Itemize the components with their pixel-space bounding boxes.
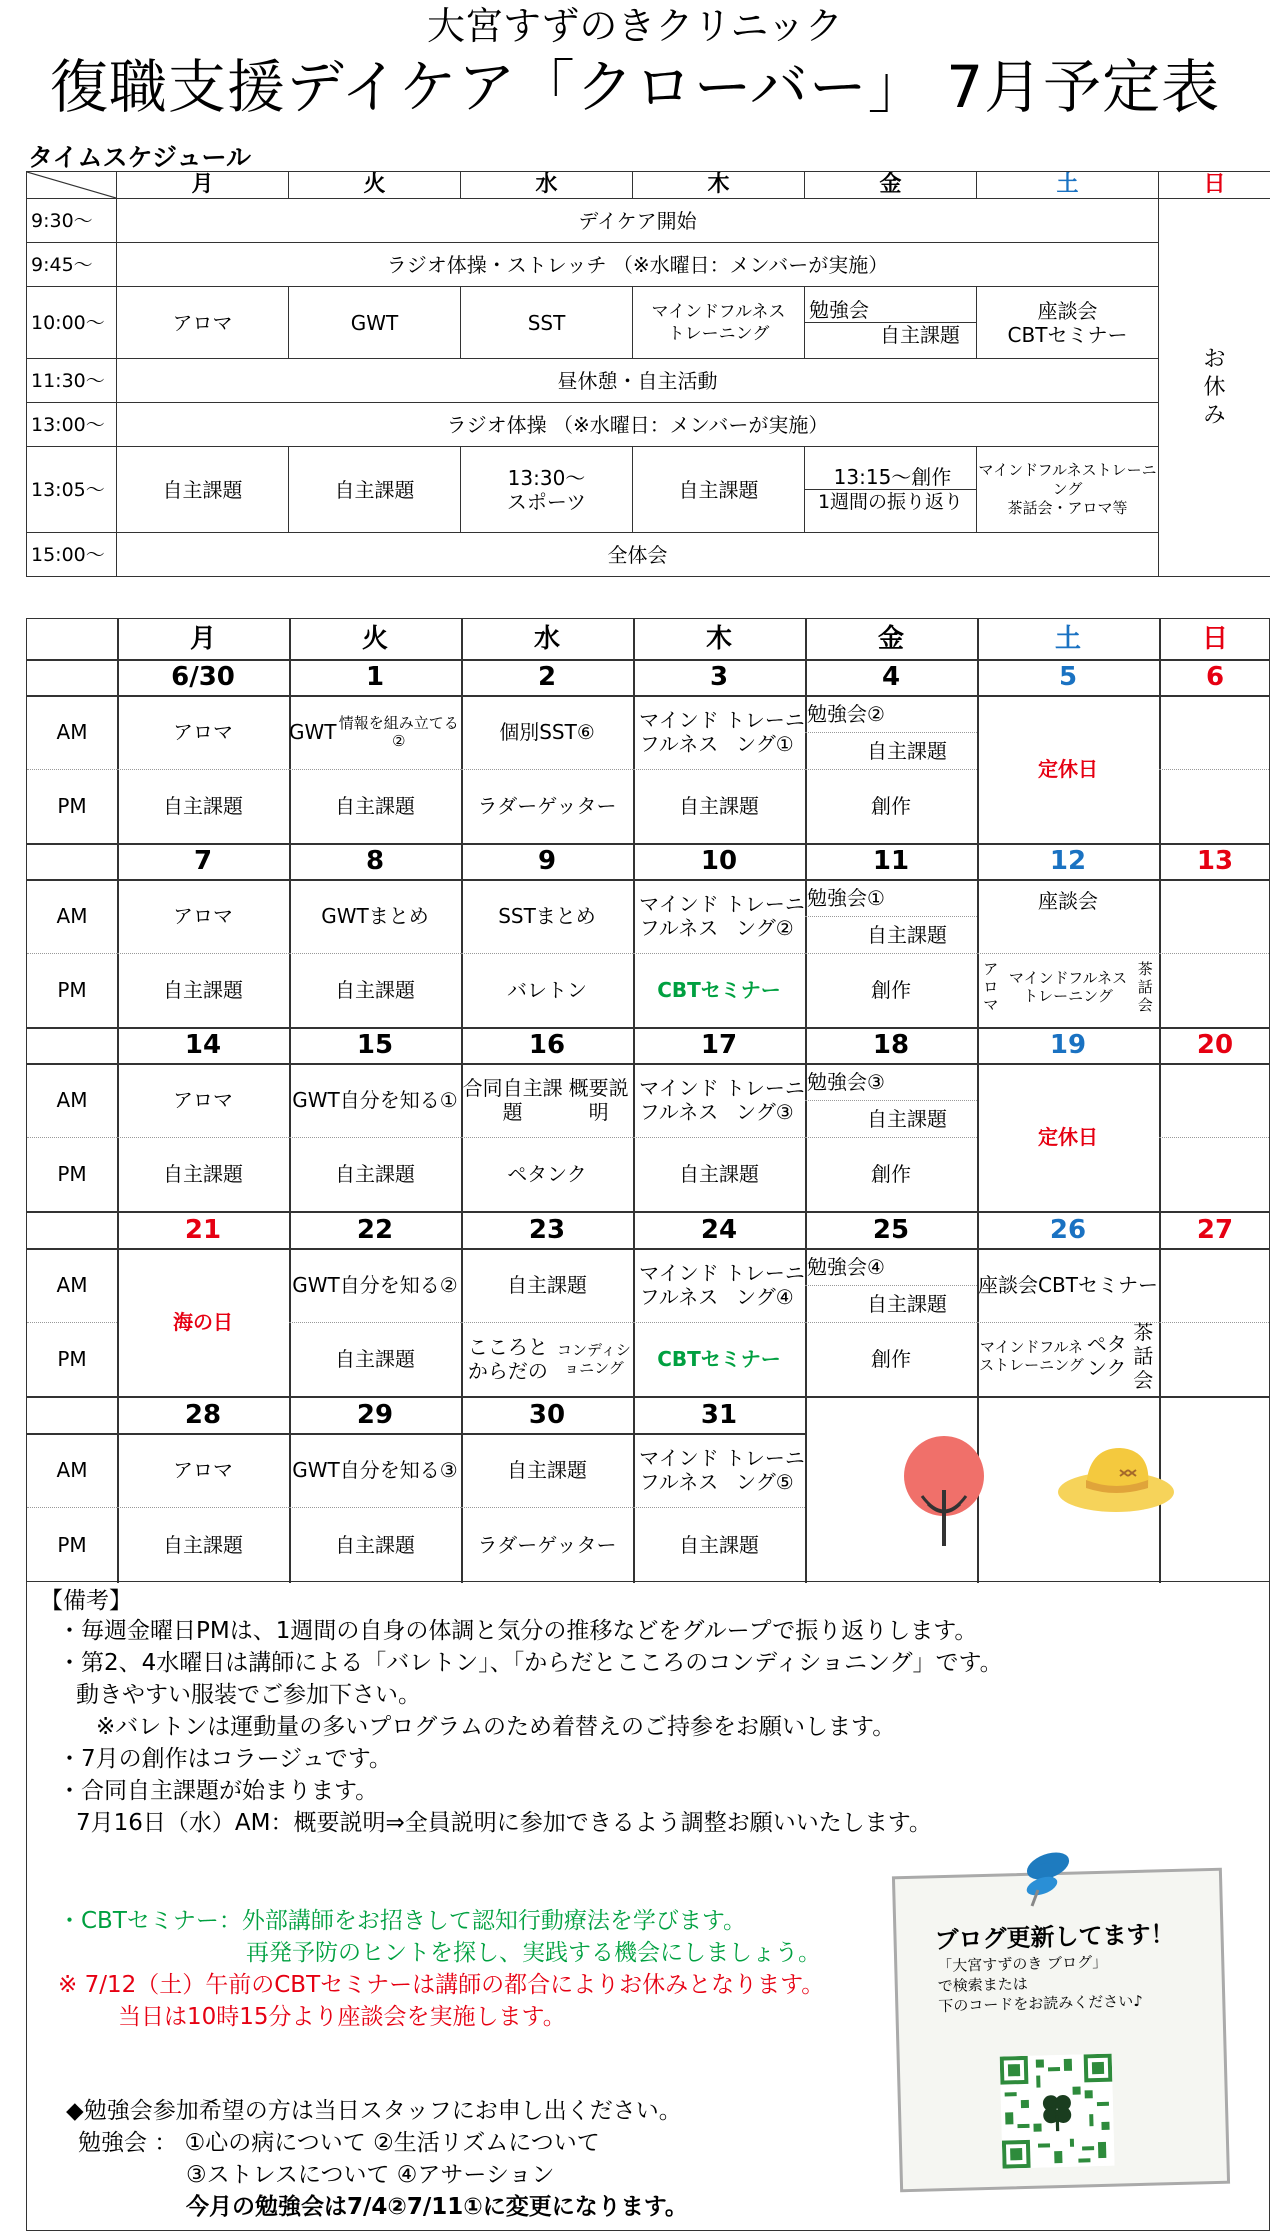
calendar-date: 29 xyxy=(356,1400,394,1430)
am-pm-divider xyxy=(1159,953,1270,954)
calendar-date: 8 xyxy=(365,846,385,876)
time-schedule-label: タイムスケジュール xyxy=(28,143,252,172)
am-pm-divider xyxy=(27,1322,117,1323)
pm-activity: CBTセミナー xyxy=(657,978,781,1002)
date-row-line xyxy=(27,879,1270,881)
cell-dotted-line xyxy=(805,1100,977,1101)
am-sat: 座談会 CBTセミナー xyxy=(977,287,1159,359)
calendar-date: 18 xyxy=(872,1030,910,1060)
pm-activity: 自主課題 xyxy=(679,1162,759,1186)
saturday-pm: マインドフルネストレーニング ペタンク 茶話会 xyxy=(979,1320,1154,1392)
pm-label: PM xyxy=(57,1533,87,1557)
calendar-date: 9 xyxy=(537,846,557,876)
pm-activity: ラダーゲッター xyxy=(477,1533,617,1557)
am-pm-divider xyxy=(117,1137,289,1138)
am-pm-divider xyxy=(27,953,117,954)
pm-activity: 自主課題 xyxy=(335,978,415,1002)
pm-activity: 自主課題 xyxy=(679,1533,759,1557)
time-0945: 9:45〜 xyxy=(27,243,117,287)
am-fri: 勉強会 自主課題 xyxy=(805,287,977,359)
cell-dotted-line xyxy=(805,732,977,733)
blog-line: 「大宮すずのき ブログ」 xyxy=(937,1952,1108,1976)
date-row-line xyxy=(27,1433,805,1435)
am-pm-divider xyxy=(805,953,977,954)
study-session: 勉強会② xyxy=(807,701,885,726)
blog-line: で検索または xyxy=(937,1974,1029,1996)
am-pm-divider xyxy=(289,953,461,954)
pm-fri: 13:15〜創作 1週間の振り返り xyxy=(805,447,977,533)
calendar-date: 4 xyxy=(881,662,901,692)
study-self-task: 自主課題 xyxy=(867,738,947,763)
am-tue: GWT xyxy=(289,287,461,359)
study-self-task: 自主課題 xyxy=(867,1106,947,1131)
calendar-date: 16 xyxy=(528,1030,566,1060)
calendar-date: 11 xyxy=(872,846,910,876)
calendar-date: 30 xyxy=(528,1400,566,1430)
pm-activity: 自主課題 xyxy=(335,1347,415,1371)
calendar-date: 17 xyxy=(700,1030,738,1060)
pm-activity: 自主課題 xyxy=(679,794,759,818)
am-pm-divider xyxy=(117,953,289,954)
am-label: AM xyxy=(56,1458,88,1482)
study-self-task: 自主課題 xyxy=(867,922,947,947)
pm-tue: 自主課題 xyxy=(289,447,461,533)
calendar-date: 1 xyxy=(365,662,385,692)
day-sun: 日 xyxy=(1159,172,1270,199)
calendar-day-header: 木 xyxy=(705,624,732,654)
calendar-date: 27 xyxy=(1196,1215,1234,1245)
am-label: AM xyxy=(56,720,88,744)
pm-activity: ラダーゲッター xyxy=(477,794,617,818)
time-1000: 10:00〜 xyxy=(27,287,117,359)
am-activity: アロマ xyxy=(173,720,233,744)
calendar-day-header: 日 xyxy=(1201,624,1228,654)
calendar-day-header: 火 xyxy=(361,624,388,654)
am-pm-divider xyxy=(1159,1322,1270,1323)
pm-label: PM xyxy=(57,1347,87,1371)
calendar-date: 25 xyxy=(872,1215,910,1245)
am-pm-divider xyxy=(461,953,633,954)
am-activity: 合同自主課題 概要説明 xyxy=(462,1076,629,1124)
row-all-meeting: 全体会 xyxy=(117,533,1159,577)
calendar-date: 6/30 xyxy=(171,662,235,692)
pm-activity: 自主課題 xyxy=(335,794,415,818)
am-pm-divider xyxy=(805,1322,977,1323)
day-fri: 金 xyxy=(805,172,977,199)
date-row-line xyxy=(27,1063,1270,1065)
study-note-4: 今月の勉強会は7/4②7/11①に変更になります。 xyxy=(186,2194,688,2220)
am-activity: 自主課題 xyxy=(507,1273,587,1297)
am-pm-divider xyxy=(1159,1137,1270,1138)
calendar-day-header: 土 xyxy=(1054,624,1081,654)
time-1500: 15:00〜 xyxy=(27,533,117,577)
pm-activity: 自主課題 xyxy=(163,1533,243,1557)
am-pm-divider xyxy=(633,953,805,954)
time-1305: 13:05〜 xyxy=(27,447,117,533)
cbt-note-2: 再発予防のヒントを探し、実践する機会にしましょう。 xyxy=(246,1940,821,1966)
calendar-date: 23 xyxy=(528,1215,566,1245)
am-pm-divider xyxy=(461,1137,633,1138)
am-activity: 個別SST⑥ xyxy=(499,720,595,744)
am-activity: GWT 自分を知る③ xyxy=(292,1458,458,1482)
pm-label: PM xyxy=(57,1162,87,1186)
day-sat: 土 xyxy=(977,172,1159,199)
pm-activity: 自主課題 xyxy=(335,1533,415,1557)
pm-mon: 自主課題 xyxy=(117,447,289,533)
am-pm-divider xyxy=(461,769,633,770)
calendar-date: 3 xyxy=(709,662,729,692)
am-activity: GWT 自分を知る① xyxy=(292,1088,458,1112)
am-pm-divider xyxy=(289,1322,461,1323)
am-label: AM xyxy=(56,1273,88,1297)
qr-code-icon[interactable] xyxy=(1000,2054,1115,2169)
am-activity: アロマ xyxy=(173,1088,233,1112)
calendar-date: 13 xyxy=(1196,846,1234,876)
am-pm-divider xyxy=(117,1507,289,1508)
am-pm-divider xyxy=(977,953,1159,954)
calendar-date: 7 xyxy=(193,846,213,876)
study-session: 勉強会④ xyxy=(807,1254,885,1279)
cancel-note-2: 当日は10時15分より座談会を実施します。 xyxy=(118,2004,566,2030)
pm-activity: 創作 xyxy=(871,794,911,818)
am-pm-divider xyxy=(117,769,289,770)
study-note-3: ③ストレスについて ④アサーション xyxy=(186,2162,555,2188)
note-line: 7月16日（水）AM：概要説明⇒全員説明に参加できるよう調整お願いいたします。 xyxy=(76,1810,932,1836)
am-pm-divider xyxy=(461,1507,633,1508)
study-session: 勉強会③ xyxy=(807,1069,885,1094)
am-pm-divider xyxy=(289,769,461,770)
note-line: ・7月の創作はコラージュです。 xyxy=(58,1746,392,1772)
am-activity: GWT まとめ xyxy=(321,904,429,928)
study-session: 勉強会① xyxy=(807,885,885,910)
am-pm-divider xyxy=(27,1507,117,1508)
am-thu: マインドフルネス トレーニング xyxy=(633,287,805,359)
clinic-name: 大宮すずのきクリニック xyxy=(426,4,844,48)
cell-dotted-line xyxy=(805,916,977,917)
calendar-date: 10 xyxy=(700,846,738,876)
pm-activity: CBTセミナー xyxy=(657,1347,781,1371)
pm-activity: 自主課題 xyxy=(163,794,243,818)
pm-activity: 自主課題 xyxy=(163,978,243,1002)
calendar-date: 6 xyxy=(1205,662,1225,692)
pm-activity: こころとからだの コンディショニング xyxy=(467,1335,631,1383)
am-pm-divider xyxy=(805,769,977,770)
calendar-date: 26 xyxy=(1049,1215,1087,1245)
pm-label: PM xyxy=(57,978,87,1002)
pm-sat: マインドフルネストレーニング 茶話会・アロマ等 xyxy=(977,447,1159,533)
calendar-date: 15 xyxy=(356,1030,394,1060)
pm-activity: 自主課題 xyxy=(163,1162,243,1186)
am-mon: アロマ xyxy=(117,287,289,359)
pm-activity: 創作 xyxy=(871,1162,911,1186)
am-activity: マインドフルネス トレーニング③ xyxy=(639,1076,805,1124)
am-label: AM xyxy=(56,904,88,928)
row-radio-stretch: ラジオ体操・ストレッチ （※水曜日：メンバーが実施） xyxy=(117,243,1159,287)
study-note-1: ◆勉強会参加希望の方は当日スタッフにお申し出ください。 xyxy=(66,2098,682,2124)
holiday-cell: 海の日 xyxy=(173,1310,233,1334)
cancel-note-1: ※ 7/12（土）午前のCBTセミナーは講師の都合によりお休みとなります。 xyxy=(58,1972,825,1998)
am-activity: マインドフルネス トレーニング④ xyxy=(639,1261,805,1309)
am-pm-divider xyxy=(289,1137,461,1138)
pm-activity: 自主課題 xyxy=(335,1162,415,1186)
note-line: 動きやすい服装でご参加下さい。 xyxy=(76,1682,421,1708)
pm-wed: 13:30〜 スポーツ xyxy=(461,447,633,533)
blog-line: 下のコードをお読みください♪ xyxy=(938,1991,1144,2016)
am-pm-divider xyxy=(289,1507,461,1508)
date-row-line xyxy=(27,695,1270,697)
am-activity: マインドフルネス トレーニング⑤ xyxy=(639,1446,805,1494)
note-line: ・第2、4水曜日は講師による「バレトン」、「からだとこころのコンディショニング」です。 xyxy=(58,1650,1003,1676)
row-lunch: 昼休憩・自主活動 xyxy=(117,359,1159,403)
calendar-date: 21 xyxy=(184,1215,222,1245)
pm-thu: 自主課題 xyxy=(633,447,805,533)
pushpin-icon xyxy=(1008,1842,1078,1912)
saturday-am: 座談会 CBTセミナー xyxy=(978,1273,1158,1297)
blog-title: ブログ更新してます！ xyxy=(934,1920,1175,1955)
am-activity: マインドフルネス トレーニング② xyxy=(639,892,805,940)
time-schedule-table xyxy=(26,171,1270,577)
am-pm-divider xyxy=(1159,769,1270,770)
calendar-date: 12 xyxy=(1049,846,1087,876)
am-pm-divider xyxy=(633,769,805,770)
time-1130: 11:30〜 xyxy=(27,359,117,403)
am-activity: 自主課題 xyxy=(507,1458,587,1482)
date-row-line xyxy=(27,1248,1270,1250)
am-activity: アロマ xyxy=(173,904,233,928)
pm-label: PM xyxy=(57,794,87,818)
am-label: AM xyxy=(56,1088,88,1112)
calendar-day-header: 水 xyxy=(533,624,560,654)
time-0930: 9:30〜 xyxy=(27,199,117,243)
am-pm-divider xyxy=(633,1137,805,1138)
note-line: ・合同自主課題が始まります。 xyxy=(58,1778,379,1804)
am-pm-divider xyxy=(461,1322,633,1323)
note-line: ※バレトンは運動量の多いプログラムのため着替えのご持参をお願いします。 xyxy=(96,1714,896,1740)
am-activity: GWT 自分を知る② xyxy=(292,1273,458,1297)
am-pm-divider xyxy=(633,1322,805,1323)
calendar-date: 24 xyxy=(700,1215,738,1245)
uchiwa-fan-icon xyxy=(898,1430,998,1550)
corner-cell xyxy=(27,172,117,199)
straw-hat-icon xyxy=(1054,1440,1180,1518)
calendar-day-header: 月 xyxy=(189,624,216,654)
am-activity: GWT 情報を組み立てる② xyxy=(289,714,459,750)
calendar-day-header: 金 xyxy=(877,624,904,654)
calendar-date: 22 xyxy=(356,1215,394,1245)
blog-card xyxy=(892,1868,1230,2193)
am-pm-divider xyxy=(977,1322,1159,1323)
calendar-date: 2 xyxy=(537,662,557,692)
row-radio: ラジオ体操 （※水曜日：メンバーが実施） xyxy=(117,403,1159,447)
saturday-pm: アロマ マインドフルネストレーニング 茶話会 xyxy=(983,960,1153,1014)
saturday-closed: 定休日 xyxy=(1038,757,1098,781)
calendar-col-line xyxy=(1159,619,1161,1583)
pm-activity: ペタンク xyxy=(507,1162,587,1186)
pm-activity: 創作 xyxy=(871,978,911,1002)
sunday-closed: お 休 み xyxy=(1159,199,1270,577)
am-pm-divider xyxy=(27,1137,117,1138)
am-wed: SST xyxy=(461,287,633,359)
notes-heading: 【備考】 xyxy=(40,1588,132,1614)
calendar-date: 19 xyxy=(1049,1030,1087,1060)
time-1300: 13:00〜 xyxy=(27,403,117,447)
am-activity: SSTまとめ xyxy=(498,904,596,928)
am-pm-divider xyxy=(633,1507,805,1508)
note-line: ・毎週金曜日PMは、1週間の自身の体調と気分の推移などをグループで振り返りします。 xyxy=(58,1618,978,1644)
am-activity: アロマ xyxy=(173,1458,233,1482)
page-title: 復職支援デイケア「クローバー」 7月予定表 xyxy=(49,53,1221,121)
saturday-am: 座談会 xyxy=(1038,889,1098,914)
saturday-closed: 定休日 xyxy=(1038,1125,1098,1149)
am-pm-divider xyxy=(27,769,117,770)
day-tue: 火 xyxy=(289,172,461,199)
row-daycare-start: デイケア開始 xyxy=(117,199,1159,243)
calendar-date: 14 xyxy=(184,1030,222,1060)
pm-activity: バレトン xyxy=(507,978,587,1002)
study-note-2: 勉強会 ： ①心の病について ②生活リズムについて xyxy=(78,2130,600,2156)
cell-dotted-line xyxy=(805,1285,977,1286)
pm-activity: 創作 xyxy=(871,1347,911,1371)
calendar-date: 31 xyxy=(700,1400,738,1430)
monthly-calendar xyxy=(26,618,1270,1582)
calendar-date: 20 xyxy=(1196,1030,1234,1060)
day-mon: 月 xyxy=(117,172,289,199)
am-pm-divider xyxy=(805,1137,977,1138)
day-wed: 水 xyxy=(461,172,633,199)
am-activity: マインドフルネス トレーニング① xyxy=(639,708,805,756)
calendar-date: 28 xyxy=(184,1400,222,1430)
calendar-date: 5 xyxy=(1058,662,1078,692)
day-thu: 木 xyxy=(633,172,805,199)
cbt-note-1: ・CBTセミナー：外部講師をお招きして認知行動療法を学びます。 xyxy=(58,1908,747,1934)
study-self-task: 自主課題 xyxy=(867,1291,947,1316)
